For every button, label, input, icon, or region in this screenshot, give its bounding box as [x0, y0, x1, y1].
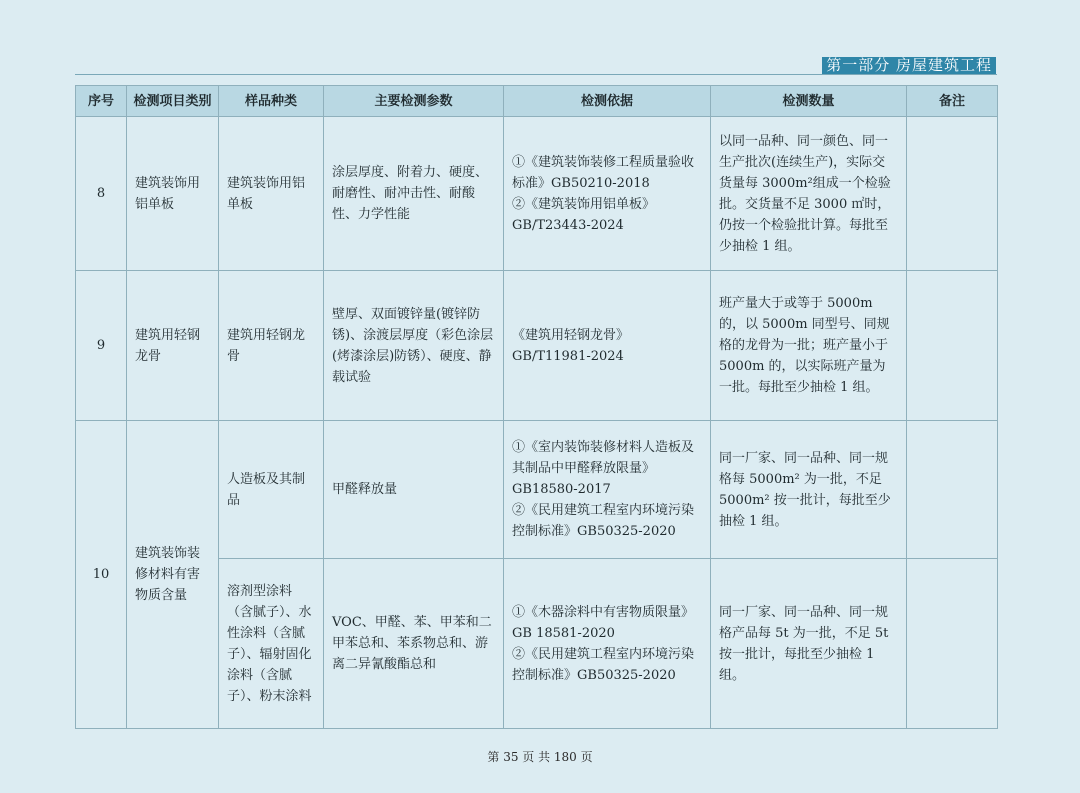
cell-sample: 人造板及其制品: [219, 421, 324, 559]
col-header-category: 检测项目类别: [127, 86, 219, 117]
cell-basis: [504, 271, 711, 421]
table-row: [76, 421, 998, 559]
page-number: 第 35 页 共 180 页: [487, 750, 593, 764]
basis-item: ②《民用建筑工程室内环境污染控制标准》GB50325-2020: [512, 646, 695, 683]
cell-quantity: 以同一品种、同一颜色、同一生产批次(连续生产)，实际交货量每 3000m²组成一个检验批。交货量不足 3000 ㎡时，仍按一个检验批计算。每批至少抽检 1 组。: [711, 117, 907, 271]
cell-remark: [907, 421, 998, 559]
cell-category: 建筑装饰用铝单板: [127, 117, 219, 271]
section-title: 第一部分 房屋建筑工程: [822, 57, 996, 74]
table-header-row: [76, 86, 998, 117]
col-header-params: 主要检测参数: [324, 86, 504, 117]
cell-params: VOC、甲醛、苯、甲苯和二甲苯总和、苯系物总和、游离二异氰酸酯总和: [324, 559, 504, 729]
basis-item: 《建筑用轻钢龙骨》GB/T11981-2024: [512, 327, 630, 364]
table-row: [76, 117, 998, 271]
cell-no: 9: [76, 271, 127, 421]
cell-basis: [504, 559, 711, 729]
col-header-remark: 备注: [907, 86, 998, 117]
basis-item: ①《室内装饰装修材料人造板及其制品中甲醛释放限量》GB18580-2017: [512, 440, 695, 497]
header-divider: [75, 74, 997, 75]
cell-category: 建筑装饰装修材料有害物质含量: [127, 421, 219, 729]
cell-remark: [907, 117, 998, 271]
inspection-table: [75, 85, 998, 729]
col-header-no: 序号: [76, 86, 127, 117]
table-row: [76, 271, 998, 421]
cell-quantity: 同一厂家、同一品种、同一规格产品每 5t 为一批，不足 5t 按一批计，每批至少抽检 1 组。: [711, 559, 907, 729]
basis-item: ①《建筑装饰装修工程质量验收标准》GB50210-2018: [512, 154, 695, 191]
cell-params: 甲醛释放量: [324, 421, 504, 559]
cell-params: 壁厚、双面镀锌量(镀锌防锈)、涂渡层厚度（彩色涂层(烤漆涂层)防锈）、硬度、静载试验: [324, 271, 504, 421]
cell-quantity: 同一厂家、同一品种、同一规格每 5000m² 为一批，不足 5000m² 按一批计，每批至少抽检 1 组。: [711, 421, 907, 559]
col-header-basis: 检测依据: [504, 86, 711, 117]
cell-quantity: 班产量大于或等于 5000m 的，以 5000m 同型号、同规格的龙骨为一批；班产量小于 5000m 的，以实际班产量为一批。每批至少抽检 1 组。: [711, 271, 907, 421]
basis-item: ①《木器涂料中有害物质限量》GB 18581-2020: [512, 604, 695, 641]
cell-remark: [907, 559, 998, 729]
col-header-sample: 样品种类: [219, 86, 324, 117]
cell-no: 10: [76, 421, 127, 729]
cell-basis: [504, 117, 711, 271]
cell-params: 涂层厚度、附着力、硬度、耐磨性、耐冲击性、耐酸性、力学性能: [324, 117, 504, 271]
col-header-quantity: 检测数量: [711, 86, 907, 117]
cell-sample: 建筑用轻钢龙骨: [219, 271, 324, 421]
cell-sample: 溶剂型涂料（含腻子）、水性涂料（含腻子）、辐射固化涂料（含腻子）、粉末涂料: [219, 559, 324, 729]
cell-basis: [504, 421, 711, 559]
cell-no: 8: [76, 117, 127, 271]
cell-sample: 建筑装饰用铝单板: [219, 117, 324, 271]
cell-category: 建筑用轻钢龙骨: [127, 271, 219, 421]
basis-item: ②《建筑装饰用铝单板》GB/T23443-2024: [512, 196, 656, 233]
cell-remark: [907, 271, 998, 421]
basis-item: ②《民用建筑工程室内环境污染控制标准》GB50325-2020: [512, 503, 695, 539]
